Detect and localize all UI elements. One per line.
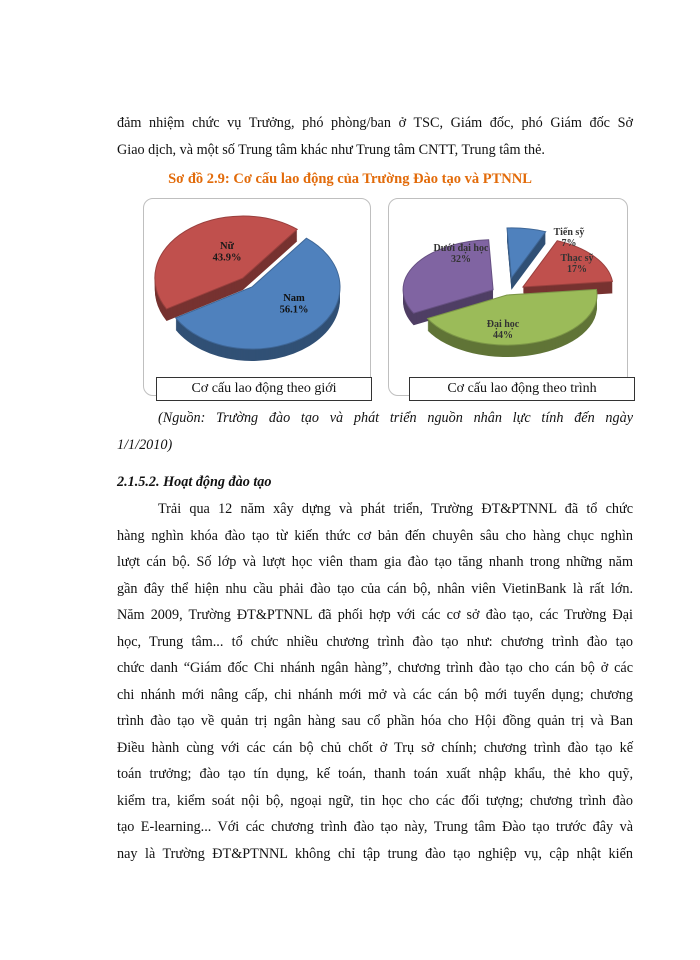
body-line: hàng nghìn khóa đào tạo từ kiến thức cơ bản đến chuyên sâu cho hàng chục nghìn <box>117 527 633 544</box>
figure-source-line-2: 1/1/2010) <box>117 437 173 453</box>
pie-value-label: 43.9% <box>212 252 242 264</box>
body-line: học, Trung tâm... tổ chức nhiều chương trình đào tạo như: chương trình đào tạo <box>117 633 633 650</box>
figure-title: Sơ đồ 2.9: Cơ cấu lao động của Trường Đào tạo và PTNNL <box>168 171 532 187</box>
pie-category-label: Nam <box>283 293 305 304</box>
gender-chart-caption: Cơ cấu lao động theo giới <box>156 377 372 401</box>
body-line: chi nhánh mới nâng cấp, chi nhánh mới mở và các cán bộ mới tuyển dụng; chương <box>117 686 633 703</box>
pie-value-label: 7% <box>561 238 577 249</box>
intro-line-2: Giao dịch, và một số Trung tâm khác như Trung tâm CNTT, Trung tâm thẻ. <box>117 142 545 158</box>
section-heading: 2.1.5.2. Hoạt động đào tạo <box>117 474 272 490</box>
body-line: Năm 2009, Trường ĐT&PTNNL đã phối hợp với các cơ sở đào tạo, các Trường Đại <box>117 607 633 623</box>
body-line: toán trưởng; đào tạo tín dụng, kế toán, thanh toán xuất nhập khẩu, thẻ kho quỹ, <box>117 766 633 782</box>
pie-category-label: Dưới đại học <box>433 243 489 254</box>
education-chart-caption: Cơ cấu lao động theo trình <box>409 377 635 401</box>
pie-category-label: Thạc sỹ <box>560 253 594 264</box>
body-line: Điều hành cùng với các cán bộ chủ chốt ở Trụ sở chính; chương trình đào tạo kế <box>117 739 633 756</box>
education-chart-frame <box>388 198 628 396</box>
intro-line-1: đảm nhiệm chức vụ Trưởng, phó phòng/ban ở TSC, Giám đốc, phó Giám đốc Sở <box>117 115 633 131</box>
body-line: tạo E-learning... Với các chương trình đào tạo này, Trung tâm Đào tạo trước đây và <box>117 819 633 835</box>
body-line: lượt cán bộ. Số lớp và lượt học viên tham gia đào tạo tăng nhanh trong những năm <box>117 554 633 570</box>
pie-category-label: Đại học <box>486 319 520 330</box>
body-line: chức danh “Giám đốc Chi nhánh ngân hàng”, chương trình đào tạo cho cán bộ ở các <box>117 660 633 676</box>
figure-source-line-1: (Nguồn: Trường đào tạo và phát triển nguồn nhân lực tính đến ngày <box>158 410 633 426</box>
gender-pie-chart <box>144 199 370 395</box>
pie-value-label: 17% <box>567 264 587 275</box>
body-line: trình đào tạo về quản trị ngân hàng sau cổ phần hóa cho Hội đồng quản trị và Ban <box>117 713 633 729</box>
body-line: kiểm tra, kiểm soát nội bộ, ngoại ngữ, tin học cho các đối tượng; chương trình đào <box>117 792 633 809</box>
body-line: nay là Trường ĐT&PTNNL không chỉ tập trung đào tạo nghiệp vụ, cập nhật kiến <box>117 845 633 862</box>
pie-value-label: 44% <box>493 330 513 341</box>
pie-category-label: Tiến sỹ <box>553 227 585 238</box>
body-line: Trải qua 12 năm xây dựng và phát triển, Trường ĐT&PTNNL đã tổ chức <box>158 501 633 517</box>
body-line: gần đây thể hiện nhu cầu phải đào tạo của cán bộ, nhân viên VietinBank là rất lớn. <box>117 580 633 597</box>
education-pie-chart <box>389 199 627 395</box>
pie-category-label: Nữ <box>220 241 234 252</box>
gender-chart-frame <box>143 198 371 396</box>
pie-value-label: 32% <box>451 254 471 265</box>
pie-value-label: 56.1% <box>279 304 309 316</box>
